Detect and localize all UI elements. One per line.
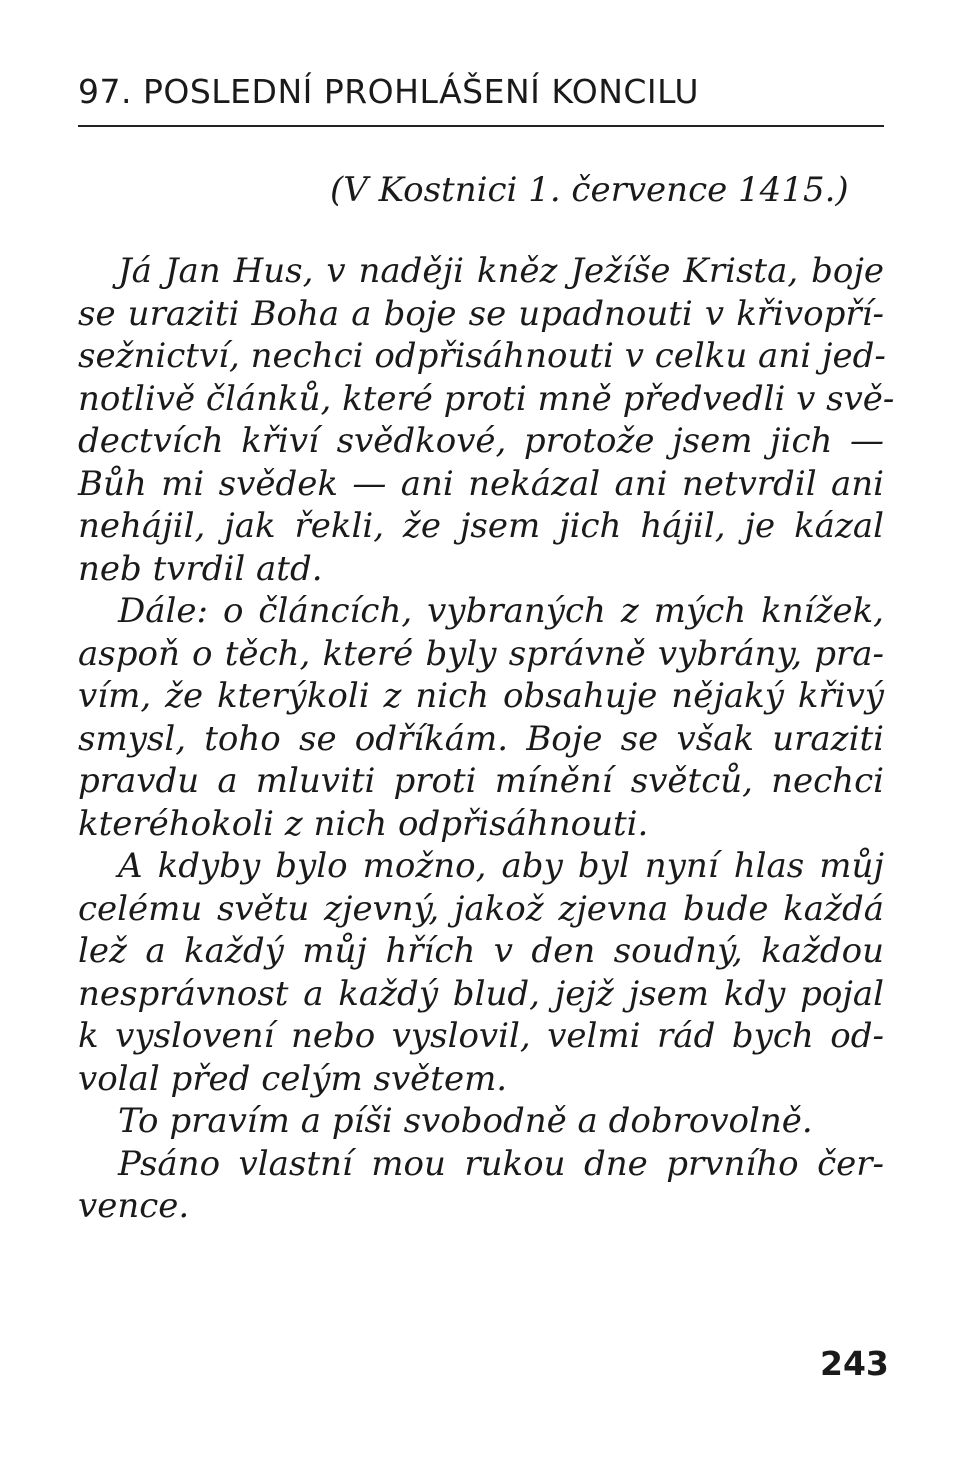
text-line: lež a každý můj hřích v den soudný, každou bbox=[78, 931, 884, 971]
text-line: k vyslovení nebo vyslovil, velmi rád bych od- bbox=[78, 1016, 884, 1056]
text-line: To pravím a píši svobodně a dobrovolně. bbox=[118, 1101, 813, 1141]
text-line: volal před celým světem. bbox=[78, 1058, 508, 1099]
text-line: dectvích křiví svědkové, protože jsem jich — bbox=[78, 421, 884, 461]
text-line: smysl, toho se odříkám. Boje se však uraziti bbox=[78, 718, 884, 759]
chapter-heading: 97. POSLEDNÍ PROHLÁŠENÍ KONCILU bbox=[78, 72, 700, 111]
text-line: notlivě článků, které proti mně předvedli v svě- bbox=[78, 378, 895, 419]
text-line: pravdu a mluviti proti mínění světců, nechci bbox=[78, 761, 884, 801]
text-line: aspoň o těch, které byly správně vybrány, pra- bbox=[78, 633, 884, 674]
text-line: Dále: o článcích, vybraných z mých knížek, bbox=[118, 591, 884, 631]
text-line: nesprávnost a každý blud, jejž jsem kdy pojal bbox=[78, 973, 884, 1014]
text-line: Psáno vlastní mou rukou dne prvního čer- bbox=[118, 1143, 884, 1184]
text-line: celému světu zjevný, jakož zjevna bude každá bbox=[78, 888, 884, 929]
text-line: A kdyby bylo možno, aby byl nyní hlas můj bbox=[118, 846, 884, 886]
text-line: vím, že kterýkoli z nich obsahuje nějaký křivý bbox=[78, 676, 884, 716]
page-number: 243 bbox=[820, 1344, 889, 1383]
text-line: nehájil, jak řekli, že jsem jich hájil, je kázal bbox=[78, 506, 884, 546]
heading-rule bbox=[78, 125, 884, 127]
text-line: Bůh mi svědek — ani nekázal ani netvrdil ani bbox=[78, 463, 884, 504]
text-line: kteréhokoli z nich odpřisáhnouti. bbox=[78, 803, 649, 844]
text-line: sežnictví, nechci odpřisáhnouti v celku ani jed- bbox=[78, 336, 886, 376]
body-text bbox=[78, 250, 895, 1228]
text-line: neb tvrdil atd. bbox=[78, 548, 323, 589]
text-line: vence. bbox=[78, 1186, 190, 1226]
dateline: (V Kostnici 1. července 1415.) bbox=[330, 170, 849, 210]
text-line: se uraziti Boha a boje se upadnouti v křivopří- bbox=[78, 293, 884, 334]
text-line: Já Jan Hus, v naději kněz Ježíše Krista, boje bbox=[118, 251, 884, 291]
